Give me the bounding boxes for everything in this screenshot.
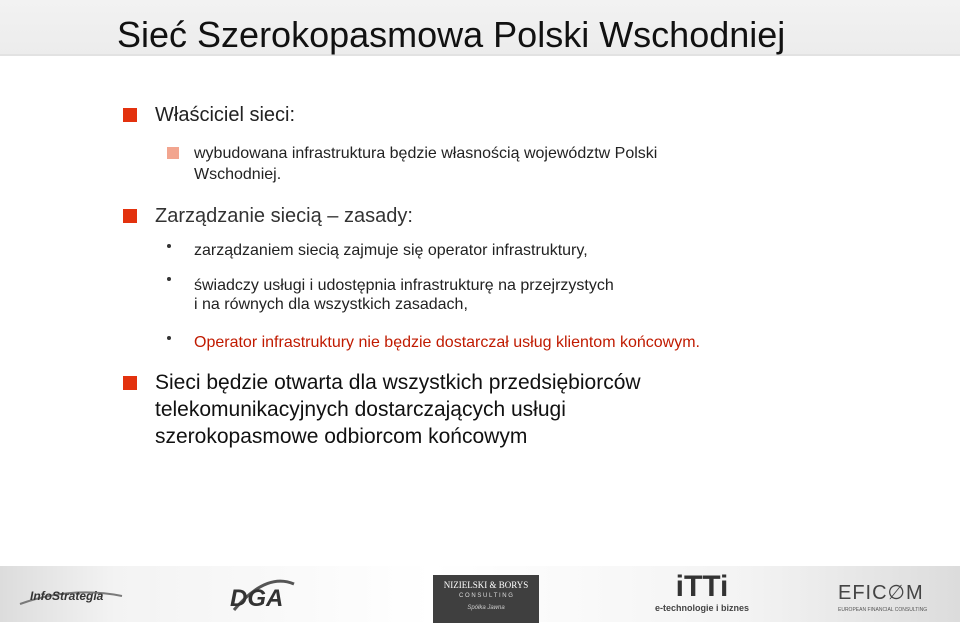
- square-bullet-icon: [123, 108, 137, 122]
- dot-bullet-icon: [167, 336, 171, 340]
- square-bullet-icon: [167, 147, 179, 159]
- nizielski-borys-name: NIZIELSKI & BORYS: [443, 580, 529, 590]
- open-network-line-1: Sieci będzie otwarta dla wszystkich przedsiębiorców: [155, 371, 641, 394]
- slide-title: Sieć Szerokopasmowa Polski Wschodniej: [117, 14, 786, 55]
- itti-logo-subtitle: e-technologie i biznes: [654, 603, 749, 613]
- nizielski-borys-consulting: C O N S U L T I N G: [459, 593, 513, 599]
- infostrategia-logo-text: InfoStrategia: [30, 589, 104, 603]
- management-item-1: zarządzaniem siecią zajmuje się operator infrastruktury,: [194, 242, 588, 259]
- dot-bullet-icon: [167, 277, 171, 281]
- dga-logo-text: DGA: [230, 585, 284, 612]
- section-heading-owner: Właściciel sieci:: [155, 104, 296, 126]
- owner-item-line-1: wybudowana infrastruktura będzie własnością województw Polski: [194, 145, 658, 162]
- square-bullet-icon: [123, 209, 137, 223]
- itti-logo: [652, 571, 752, 621]
- management-item-2-line-2: i na równych dla wszystkich zasadach,: [194, 296, 468, 313]
- management-item-2-line-1: świadczy usługi i udostępnia infrastrukturę na przejrzystych: [194, 277, 614, 294]
- section-heading-management: Zarządzanie siecią – zasady:: [155, 205, 413, 227]
- infostrategia-logo: [16, 584, 126, 610]
- nizielski-borys-legal-form: Spółka Jawna: [467, 605, 505, 611]
- management-item-3: Operator infrastruktury nie będzie dostarczał usług klientom końcowym.: [194, 334, 700, 351]
- square-bullet-icon: [123, 376, 137, 390]
- dot-bullet-icon: [167, 244, 171, 248]
- eficom-logo-text: EFIC∅M: [838, 582, 924, 604]
- open-network-line-3: szerokopasmowe odbiorcom końcowym: [155, 425, 528, 448]
- eficom-logo-subtitle: EUROPEAN FINANCIAL CONSULTING: [838, 607, 928, 613]
- dga-logo: [228, 576, 298, 616]
- footer-logo-bar: [0, 566, 960, 622]
- itti-logo-text: iTTi: [675, 570, 729, 603]
- nizielski-borys-logo: [433, 575, 539, 623]
- open-network-line-2: telekomunikacyjnych dostarczających usługi: [155, 398, 566, 421]
- owner-item-line-2: Wschodniej.: [194, 166, 282, 183]
- eficom-logo: [838, 580, 942, 620]
